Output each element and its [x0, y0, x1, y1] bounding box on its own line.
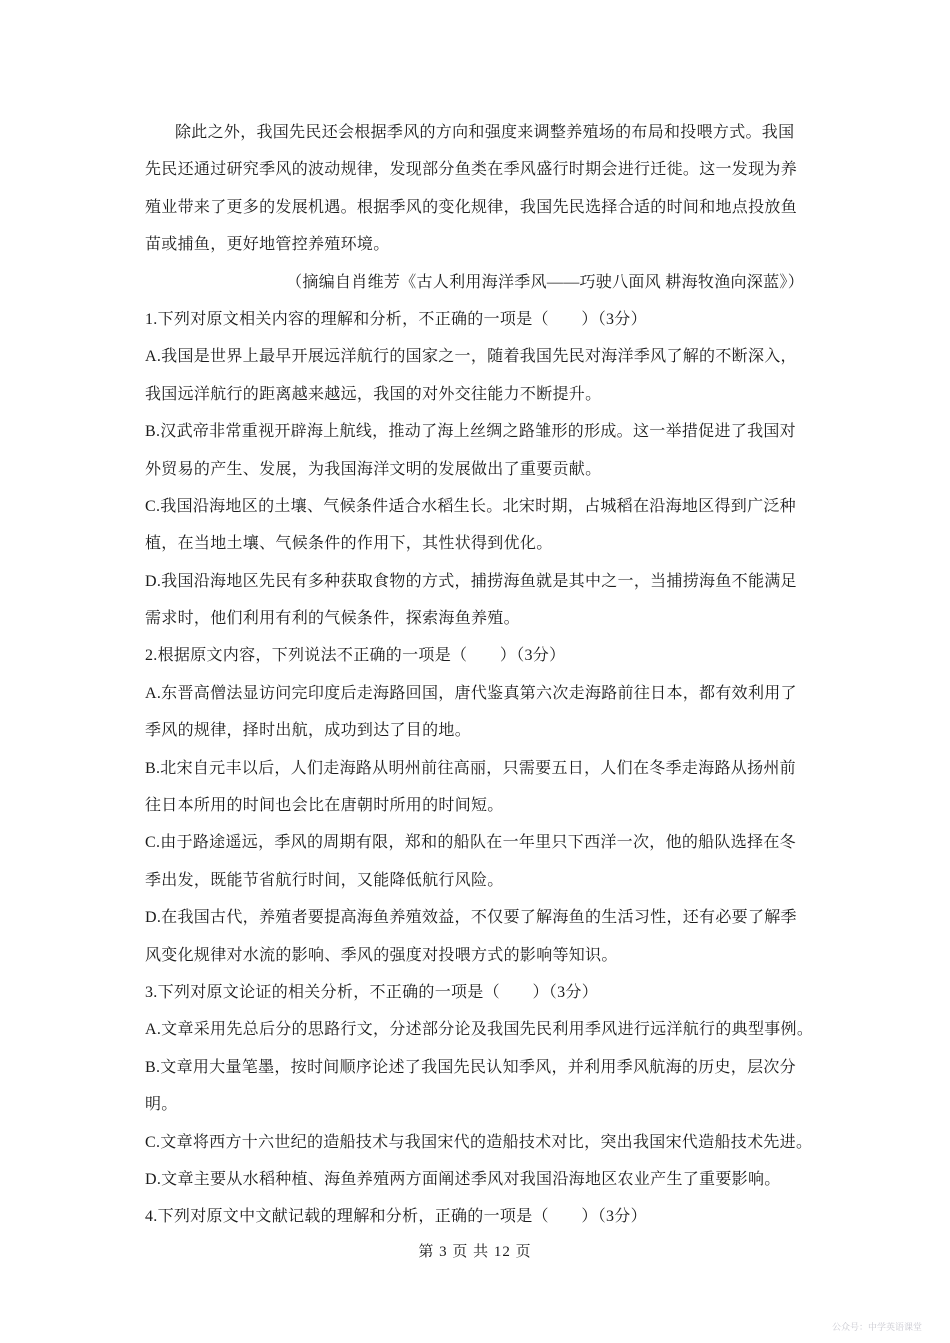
question-stem: 2.根据原文内容，下列说法不正确的一项是（ ）（3分）	[145, 647, 566, 665]
option-line: A.文章采用先总后分的思路行文，分述部分论及我国先民利用季风进行远洋航行的典型事例。	[145, 1021, 814, 1039]
page-footer: 第 3 页 共 12 页	[418, 1244, 532, 1260]
option-line: D.我国沿海地区先民有多种获取食物的方式，捕捞海鱼就是其中之一，当捕捞海鱼不能满足	[145, 572, 797, 590]
option-line: A.东晋高僧法显访问完印度后走海路回国，唐代鉴真第六次走海路前往日本，都有效利用了	[145, 684, 797, 702]
document-body	[145, 114, 814, 1236]
paragraph-line: 殖业带来了更多的发展机遇。根据季风的变化规律，我国先民选择合适的时间和地点投放鱼	[145, 198, 798, 216]
option-line: 需求时，他们利用有利的气候条件，探索海鱼养殖。	[145, 610, 520, 628]
paragraph-line: 先民还通过研究季风的波动规律，发现部分鱼类在季风盛行时期会进行迁徙。这一发现为养	[145, 161, 798, 179]
option-line: 风变化规律对水流的影响、季风的强度对投喂方式的影响等知识。	[145, 946, 618, 964]
option-line: C.文章将西方十六世纪的造船技术与我国宋代的造船技术对比，突出我国宋代造船技术先进。	[145, 1133, 813, 1151]
watermark: 公众号：中学英语课堂	[831, 1322, 922, 1332]
option-line: D.文章主要从水稻种植、海鱼养殖两方面阐述季风对我国沿海地区农业产生了重要影响。	[145, 1170, 781, 1188]
option-line: B.汉武帝非常重视开辟海上航线，推动了海上丝绸之路雏形的形成。这一举措促进了我国对	[145, 423, 796, 441]
option-line: B.文章用大量笔墨，按时间顺序论述了我国先民认知季风，并利用季风航海的历史，层次分	[145, 1058, 796, 1076]
question-stem: 3.下列对原文论证的相关分析，不正确的一项是（ ）（3分）	[145, 983, 599, 1001]
paragraph-line: 除此之外，我国先民还会根据季风的方向和强度来调整养殖场的布局和投喂方式。我国	[175, 124, 795, 141]
option-line: 我国远洋航行的距离越来越远，我国的对外交往能力不断提升。	[145, 385, 602, 403]
option-line: 外贸易的产生、发展，为我国海洋文明的发展做出了重要贡献。	[145, 460, 602, 478]
question-stem: 1.下列对原文相关内容的理解和分析，不正确的一项是（ ）（3分）	[145, 310, 647, 328]
question-stem: 4.下列对原文中文献记载的理解和分析，正确的一项是（ ）（3分）	[145, 1208, 647, 1226]
option-line: D.在我国古代，养殖者要提高海鱼养殖效益，不仅要了解海鱼的生活习性，还有必要了解季	[145, 909, 797, 927]
option-line: 季风的规律，择时出航，成功到达了目的地。	[145, 722, 472, 740]
option-line: B.北宋自元丰以后，人们走海路从明州前往高丽，只需要五日，人们在冬季走海路从扬州前	[145, 759, 796, 777]
option-line: C.由于路途遥远，季风的周期有限，郑和的船队在一年里只下西洋一次，他的船队选择在冬	[145, 834, 796, 852]
option-line: A.我国是世界上最早开展远洋航行的国家之一，随着我国先民对海洋季风了解的不断深入，	[145, 348, 797, 366]
source-citation: （摘编自肖维芳《古人利用海洋季风——巧驶八面风 耕海牧渔向深蓝》）	[286, 273, 804, 291]
option-line: 植，在当地土壤、气候条件的作用下，其性状得到优化。	[145, 535, 553, 553]
option-line: C.我国沿海地区的土壤、气候条件适合水稻生长。北宋时期，占城稻在沿海地区得到广泛种	[145, 497, 796, 515]
option-line: 往日本所用的时间也会比在唐朝时所用的时间短。	[145, 797, 504, 815]
option-line: 明。	[145, 1096, 178, 1114]
option-line: 季出发，既能节省航行时间，又能降低航行风险。	[145, 871, 504, 889]
paragraph-line: 苗或捕鱼，更好地管控养殖环境。	[145, 236, 390, 254]
